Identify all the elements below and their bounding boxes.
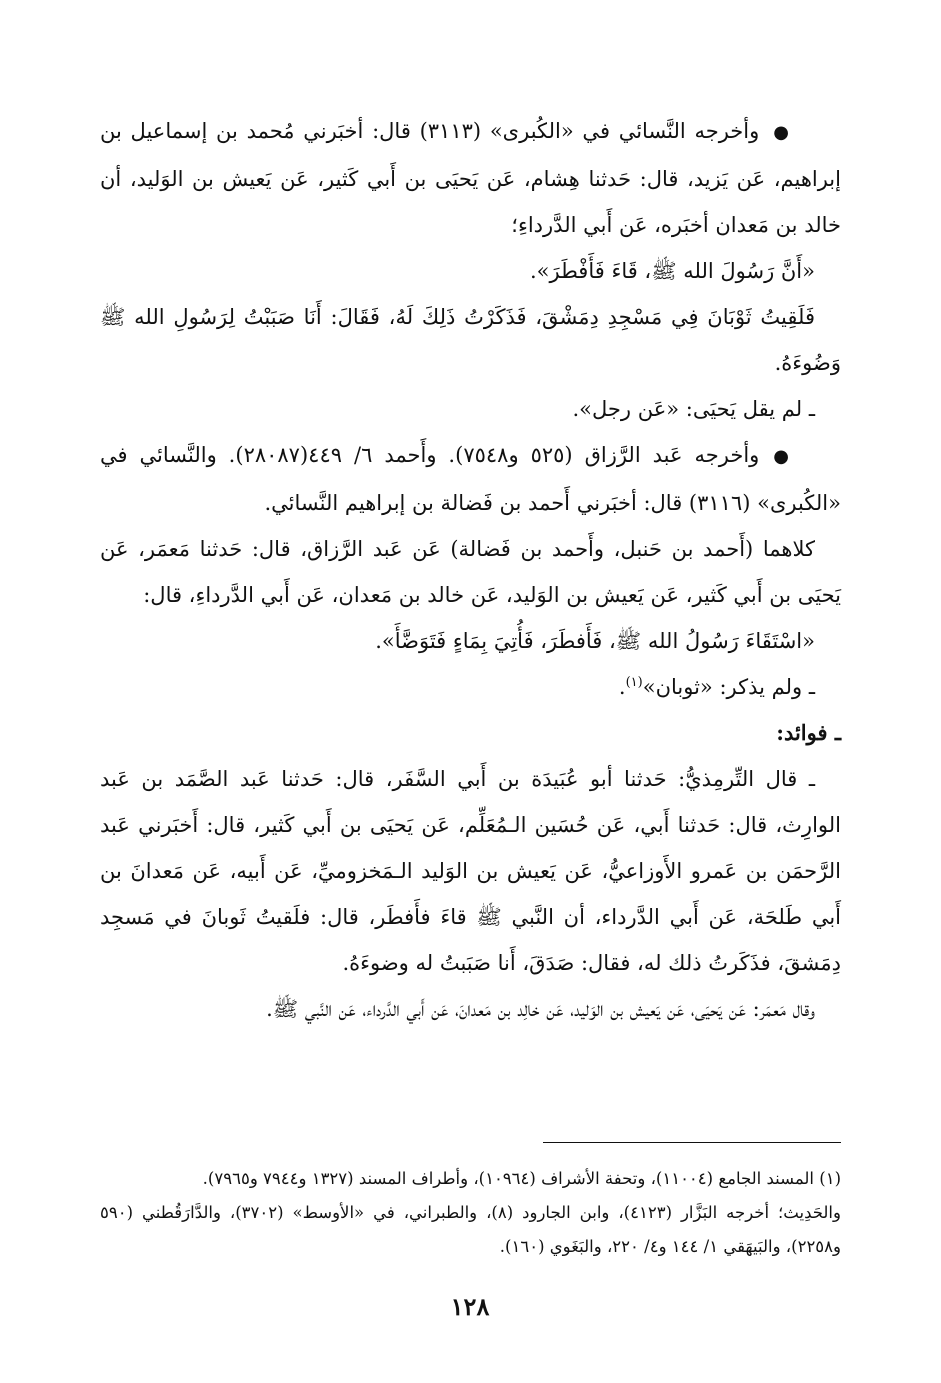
thawban-note: ـ ولم يذكر: «ثوبان»$^{(١)}$. [618,675,815,699]
hadith-quote-1: «أَنَّ رَسُولَ الله ﷺ، قَاءَ فَأَفْطَرَ». [529,259,815,283]
thawban-narration: فَلَقِيتُ ثَوْبَانَ فِي مَسْجِدِ دِمَشْقَ، فَذَكَرْتُ ذَلِكَ لَهُ، فَقَالَ: أَنَا صَبَبْتُ لِرَسُولِ الله ﷺ وَضُوءَهُ. [100,305,841,375]
bullet-icon: ● [773,446,790,467]
paragraph-nasai-kubra-3113 [100,108,841,248]
paragraph-text: وأخرجه النَّسائي في «الكُبرى» (٣١١٣) قال: أخبَرني مُحمد بن إسماعيل بن إبراهيم، عَن يَزيد، قال: حَدثنا هِشام، عَن يَحيَى بن أَبي كَثير، عَن يَعيش بن الوَليد، أن خالد بن مَعدان أخبَره، عَن أَبي الدَّرداءِ؛ [100,119,841,237]
benefits-heading: ـ فوائد: [776,720,841,745]
mamar-paragraph: وقال مَعمَر: عَن يَحيَى، عَن يَعيش بن الوَليد، عَن خالِد بن مَعدانَ، عَن أَبي الدَّرداء، عَن النَّبي ﷺ. [266,997,815,1021]
paragraph-abd-al-razzaq [100,432,841,526]
footnote-1-continued: والحَدِيث؛ أخرجه البَزَّار (٤١٢٣)، وابن الجارود (٨)، والطبراني، في «الأوسط» (٣٧٠٢)، والدَّارَقُطني (٥٩٠ و٢٢٥٨)، والبَيهَقي ١/ ١٤٤ و٤/ ٢٢٠، والبَغَوي (١٦٠). [100,1203,841,1256]
footnote-1: (١) المسند الجامع (١١٠٠٤)، وتحفة الأشراف (١٠٩٦٤)، وأطراف المسند (١٣٢٧ و٧٩٤٤ و٧٩٦٥). [202,1169,841,1188]
bullet-icon: ● [773,122,789,143]
footnote-ref: (١) [625,675,643,690]
isnad-paragraph: كلاهما (أَحمد بن حَنبل، وأَحمد بن فَضالة) عَن عَبد الرَّزاق، قال: حَدثنا مَعمَر، عَن يَحيَى بن أَبي كَثير، عَن يَعيش بن الوَليد، عَن خالد بن مَعدان، عَن أَبي الدَّرداءِ، قال: [100,537,841,607]
yahya-note: ـ لم يقل يَحيَى: «عَن رجل». [572,397,815,421]
footnote-separator [543,1142,841,1143]
tirmidhi-paragraph: ـ قال التِّرمِذيُّ: حَدثنا أبو عُبَيدَة بن أَبي السَّفَر، قال: حَدثنا عَبد الصَّمَد بن عَبد الوارِث، قال: حَدثنا أَبي، عَن حُسَين الـمُعَلِّم، عَن يَحيَى بن أَبي كَثير، قال: أَخبَرني عَبد الرَّحمَن بن عَمرو الأَوزاعيُّ، عَن يَعيش بن الوَليد الـمَخزوميِّ، عَن أَبيه، عَن مَعدانَ بن أَبي طَلحَة، عَن أَبي الدَّرداء، أن النَّبي ﷺ قاءَ فأَفطَر، قال: فلَقيتُ ثَوبانَ في مَسجِد دِمَشقَ، فذَكَرتُ ذلك له، فقال: صَدَقَ، أَنا صَبَبتُ له وضوءَهُ. [100,767,841,975]
main-text [100,108,841,1032]
paragraph-text: وأخرجه عَبد الرَّزاق (٥٢٥ و٧٥٤٨). وأَحمد ٦/ ٤٤٩(٢٨٠٨٧). والنَّسائي في «الكُبرى» (٣١١٦) قال: أخبَرني أَحمد بن فَضالة بن إبراهيم النَّسائي. [100,443,841,515]
thawban-note-text: ـ ولم يذكر: «ثوبان» [642,675,815,699]
footnotes [100,1162,841,1264]
hadith-quote-2: «اسْتَقَاءَ رَسُولُ الله ﷺ، فَأَفطَرَ، فَأُتِيَ بِمَاءٍ فَتَوَضَّأَ». [375,629,815,653]
page-number: ١٢٨ [450,1292,490,1321]
